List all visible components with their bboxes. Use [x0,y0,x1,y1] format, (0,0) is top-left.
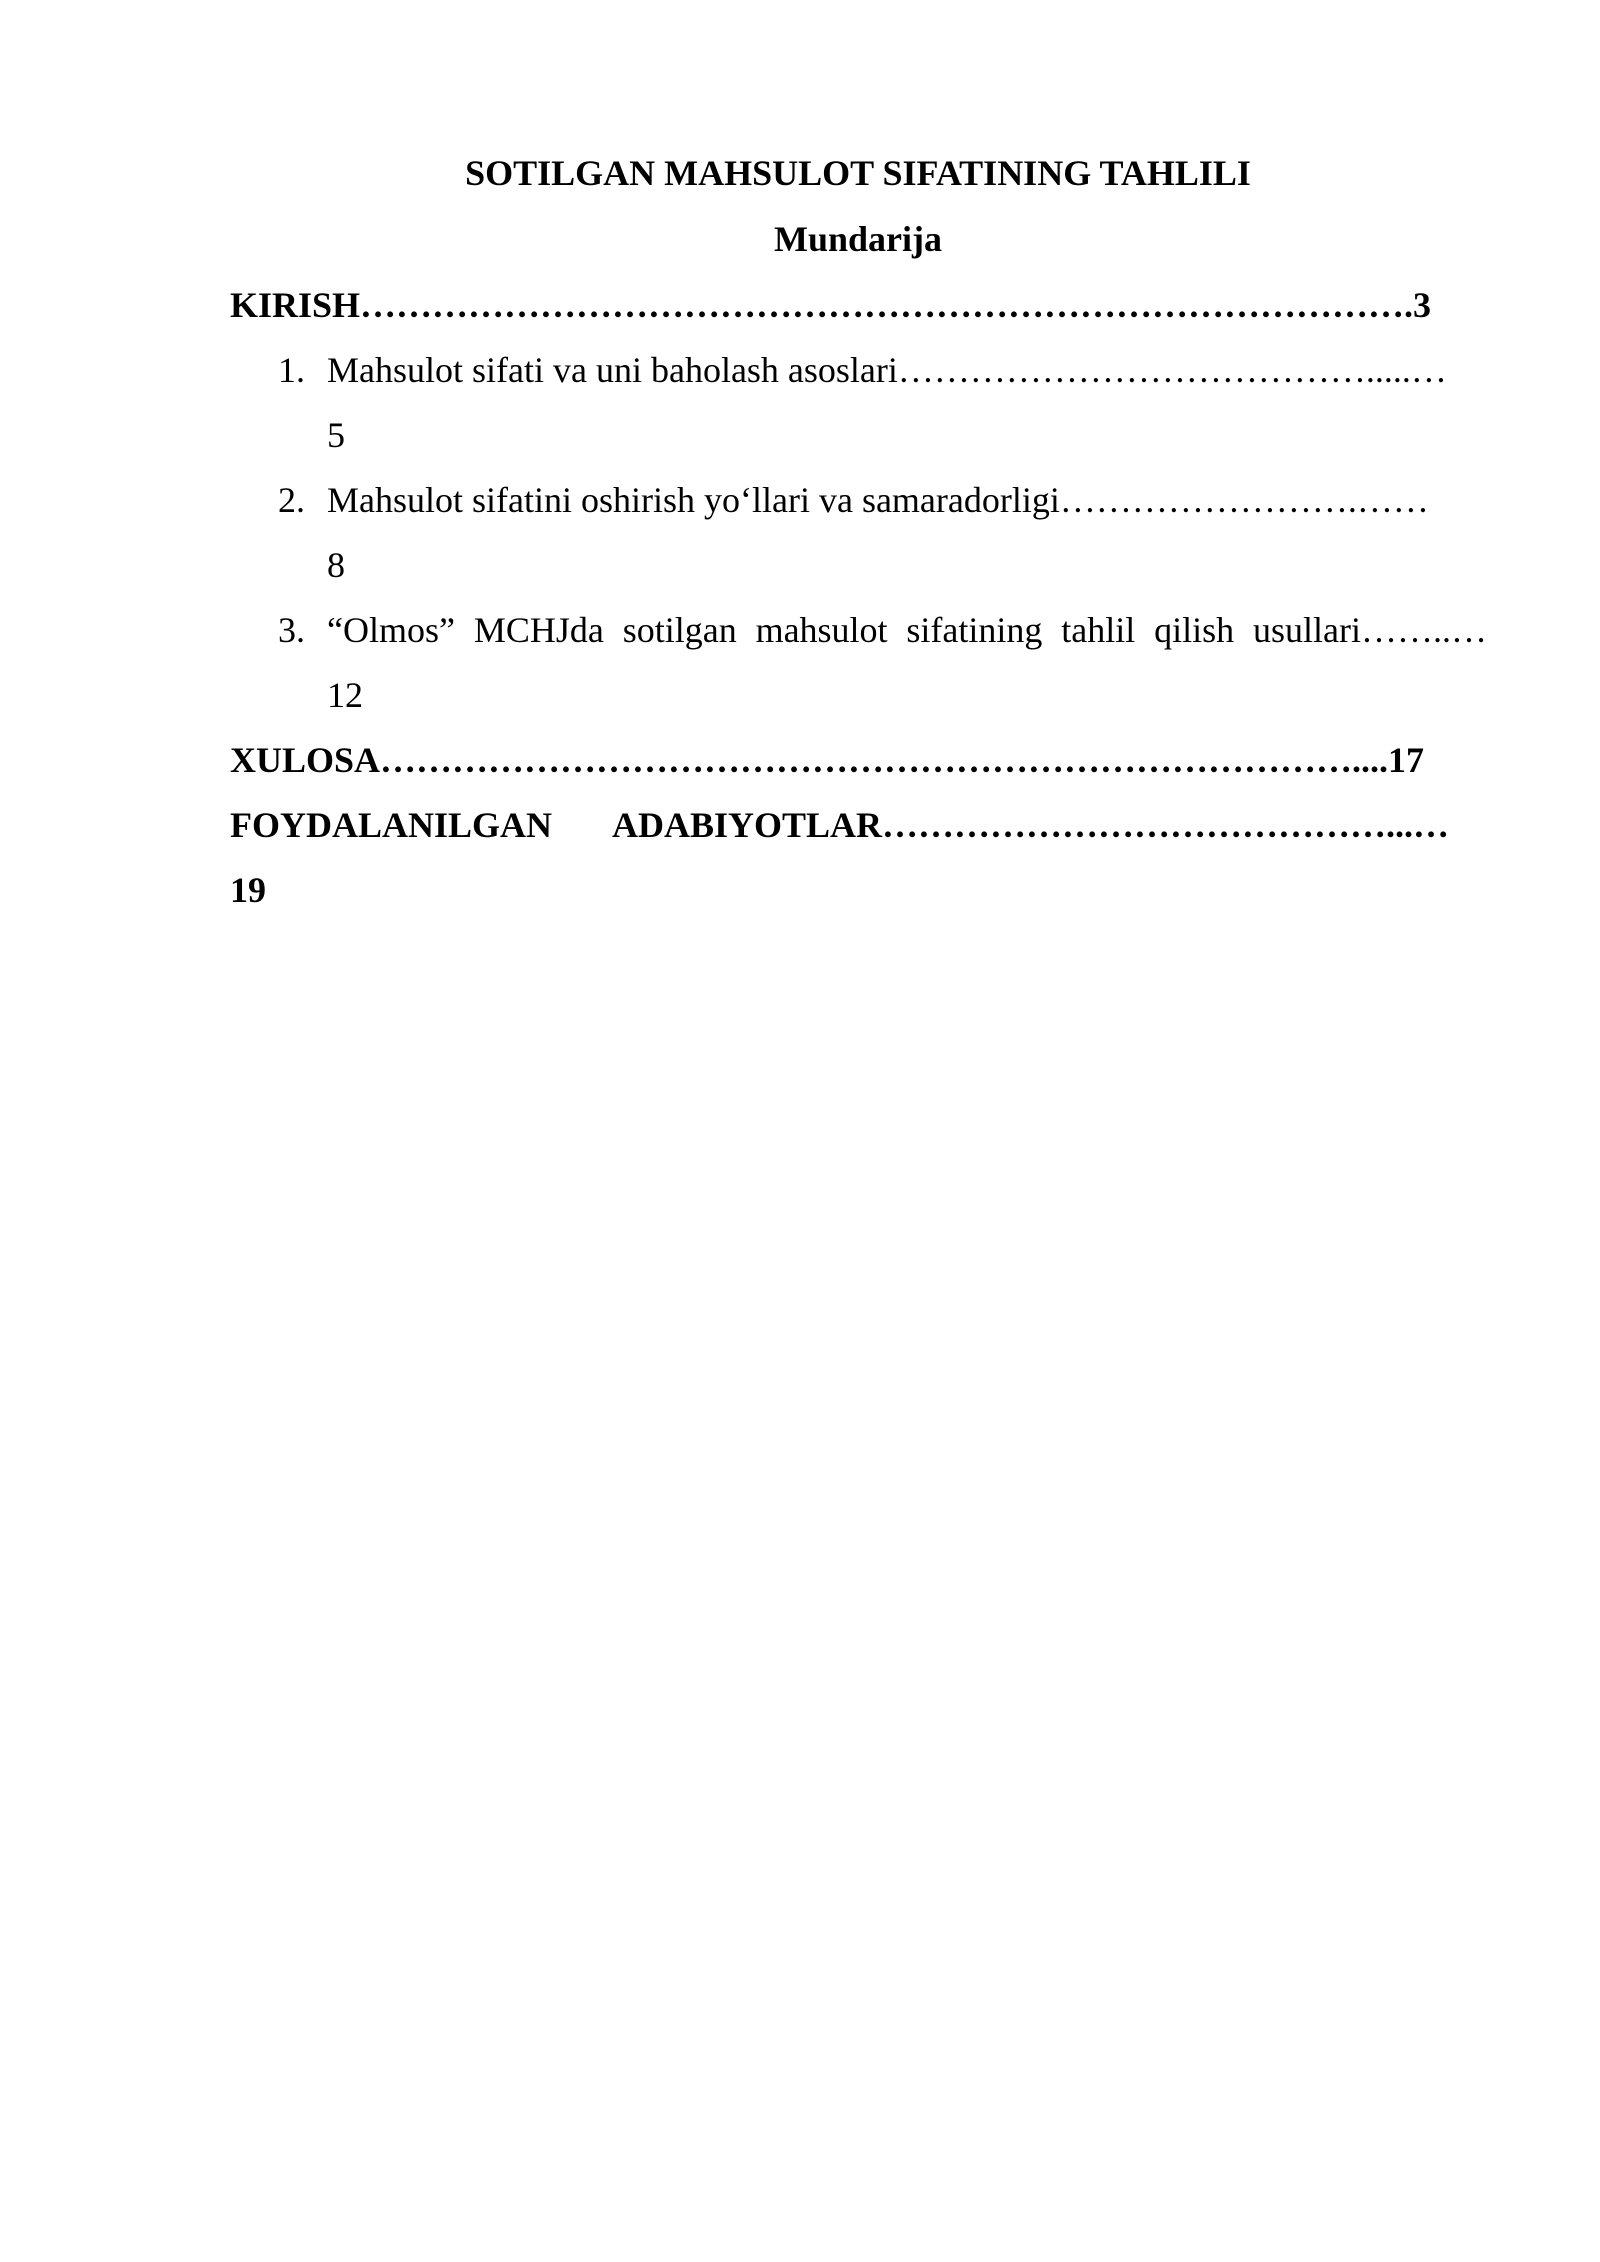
toc-item-3-word: tahlil [1061,610,1136,650]
toc-item-3-text [327,609,1487,651]
toc-item-3-number: 3. [278,610,305,650]
toc-item-3-word: usullari……..… [1253,610,1487,650]
toc-item-1-number: 1. [278,350,305,390]
toc-item-3-page: 12 [327,675,363,715]
toc-entry-kirish: KIRISH…………………………………………………………………………….3 [230,285,1432,325]
toc-item-3-word: sifatining [906,610,1043,650]
toc-item-3-word: qilish [1154,610,1235,650]
toc-item-2-text: Mahsulot sifatini oshirish yo‘llari va samaradorligi…………………….…… [327,480,1429,520]
toc-entry-foydalanilgan-word2: ADABIYOTLAR……………………………………...… [612,805,1450,845]
toc-item-1-text: Mahsulot sifati va uni baholash asoslari………………………………….....… [327,350,1447,390]
toc-item-2-number: 2. [278,480,305,520]
toc-entry-foydalanilgan-word1: FOYDALANILGAN [230,805,553,845]
toc-item-3-word: sotilgan [622,610,737,650]
toc-item-3-word: mahsulot [755,610,888,650]
toc-item-3-word: “Olmos” [327,610,455,650]
toc-item-1-page: 5 [327,415,345,455]
toc-entry-foydalanilgan-page: 19 [230,870,266,910]
toc-heading: Mundarija [773,219,942,259]
document-title: SOTILGAN MAHSULOT SIFATINING TAHLILI [465,153,1251,193]
toc-item-3-word: MCHJda [473,610,604,650]
toc-item-2-page: 8 [327,545,345,585]
toc-entry-xulosa: XULOSA………………………………………………………………………....17 [230,740,1425,780]
